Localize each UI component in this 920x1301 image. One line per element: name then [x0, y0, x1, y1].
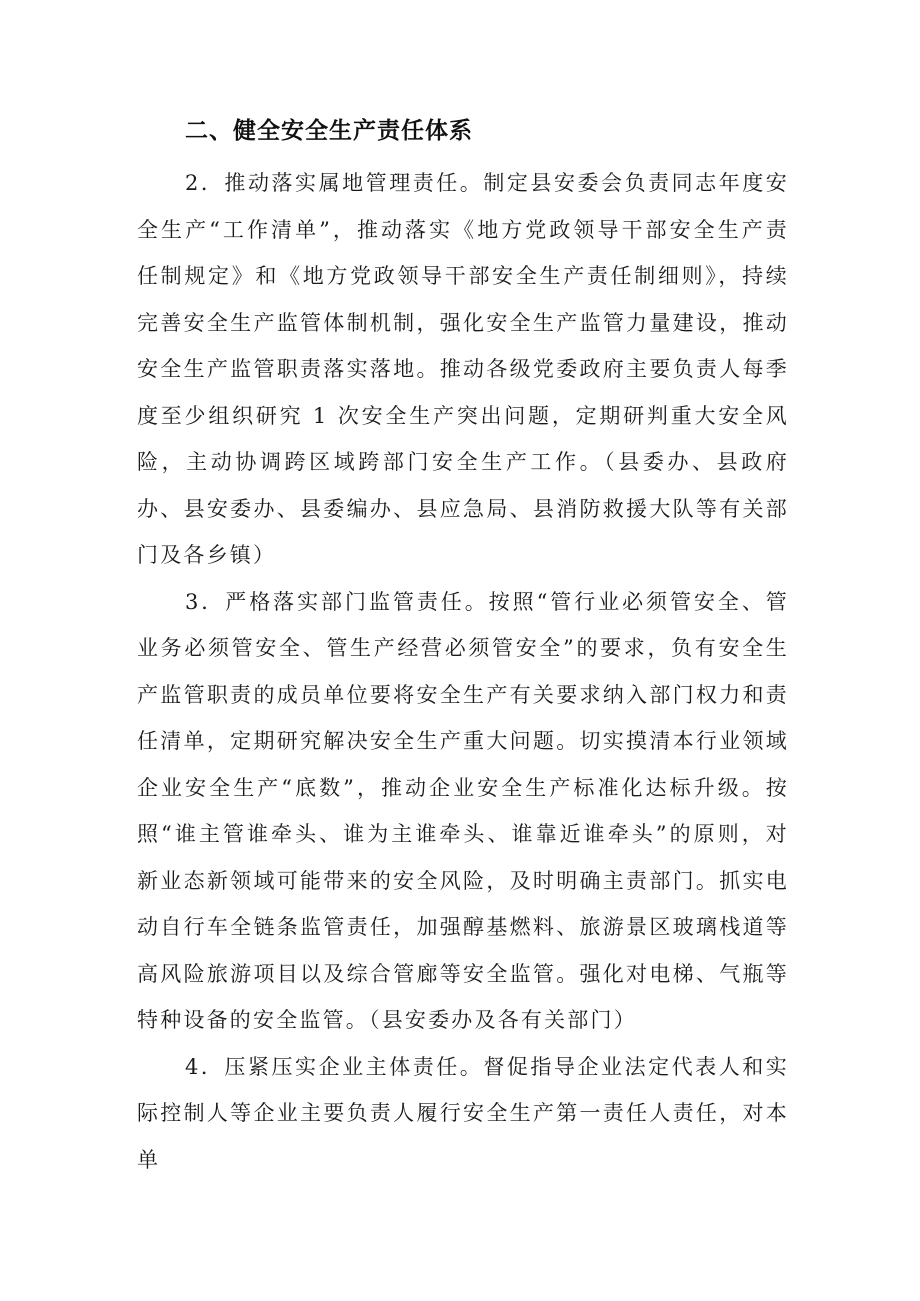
section-heading: 二、健全安全生产责任体系 — [185, 118, 473, 144]
paragraph-item-3: 3．严格落实部门监管责任。按照“管行业必须管安全、管业务必须管安全、管生产经营必须管安全”的要求，负有安全生产监管职责的成员单位要将安全生产有关要求纳入部门权力和责任清单，定期研究解决安全生产重大问题。切实摸清本行业领域企业安全生产“底数”，推动企业安全生产标准化达标升级。按照“谁主管谁牵头、谁为主谁牵头、谁靠近谁牵头”的原则，对新业态新领域可能带来的安全风险，及时明确主责部门。抓实电动自行车全链条监管责任，加强醇基燃料、旅游景区玻璃栈道等高风险旅游项目以及综合管廊等安全监管。强化对电梯、气瓶等特种设备的安全监管。（县安委办及各有关部门） — [137, 589, 789, 1032]
document-body — [137, 160, 789, 1183]
paragraph-item-4: 4．压紧压实企业主体责任。督促指导企业法定代表人和实际控制人等企业主要负责人履行安全生产第一责任人责任，对本单 — [137, 1054, 789, 1172]
paragraph-item-2: 2．推动落实属地管理责任。制定县安委会负责同志年度安全生产“工作清单”，推动落实《地方党政领导干部安全生产责任制规定》和《地方党政领导干部安全生产责任制细则》，持续完善安全生产监管体制机制，强化安全生产监管力量建设，推动安全生产监管职责落实落地。推动各级党委政府主要负责人每季度至少组织研究 1 次安全生产突出问题，定期研判重大安全风险，主动协调跨区域跨部门安全生产工作。（县委办、县政府办、县安委办、县委编办、县应急局、县消防救援大队等有关部门及各乡镇） — [137, 171, 789, 567]
